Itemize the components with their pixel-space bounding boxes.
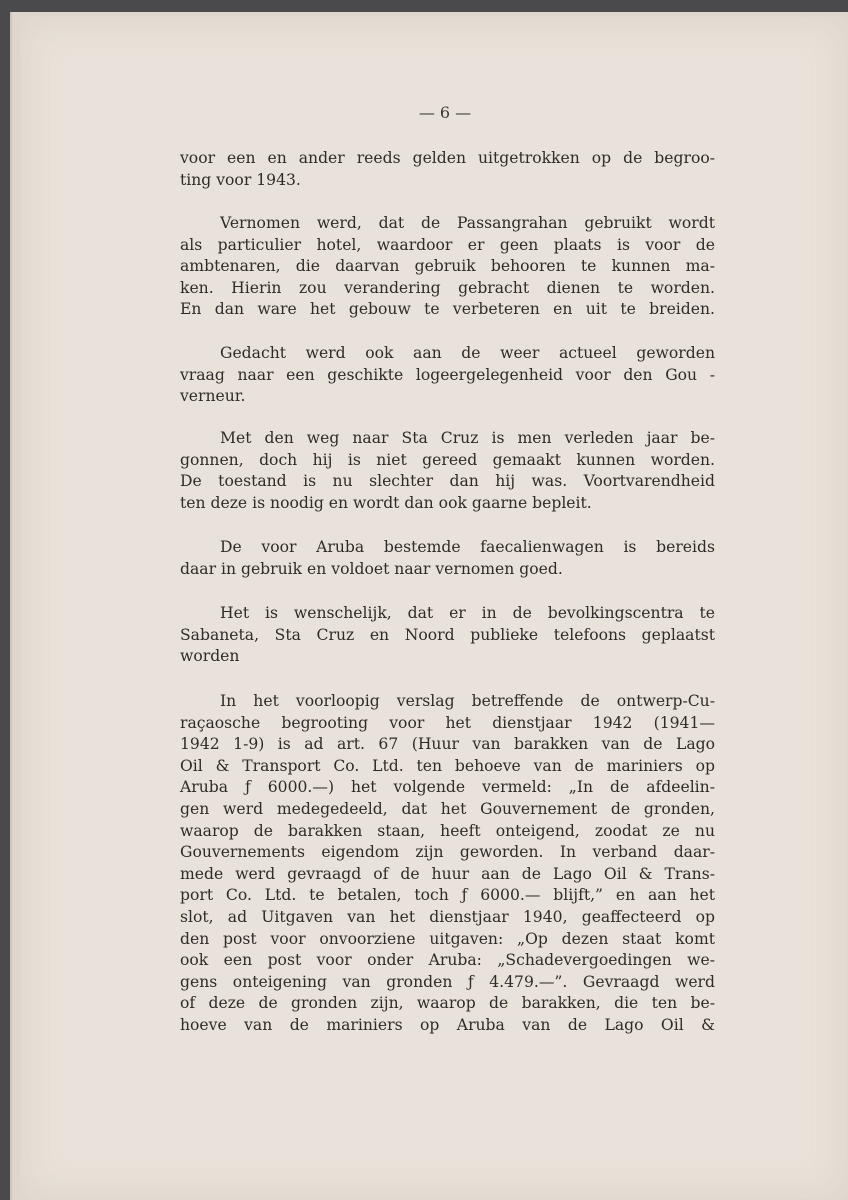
text-line: Met den weg naar Sta Cruz is men verleden jaar be-	[220, 429, 715, 447]
text-line: Oil & Transport Co. Ltd. ten behoeve van de mariniers op	[180, 756, 715, 775]
text-line: ken. Hierin zou verandering gebracht dienen te worden.	[180, 278, 715, 297]
text-line: als particulier hotel, waardoor er geen plaats is voor de	[180, 235, 715, 254]
text-line: of deze de gronden zijn, waarop de barakken, die ten be-	[180, 994, 715, 1013]
text-line: 1942 1-9) is ad art. 67 (Huur van barakken van de Lago	[180, 735, 715, 754]
text-line: den post voor onvoorziene uitgaven: „Op dezen staat komt	[180, 929, 715, 948]
text-line: port Co. Ltd. te betalen, toch ƒ 6000.— blijft,” en aan het	[180, 886, 715, 905]
paragraph-road-sta-cruz	[180, 428, 715, 514]
page-number: — 6 —	[418, 103, 472, 122]
text-line: ten deze is noodig en wordt dan ook gaarne bepleit.	[180, 493, 592, 512]
text-line: mede werd gevraagd of de huur aan de Lago Oil & Trans-	[180, 864, 715, 883]
text-line: vraag naar een geschikte logeergelegenheid voor den Gou -	[180, 365, 715, 384]
text-line: Gouvernements eigendom zijn geworden. In verband daar-	[180, 843, 715, 862]
text-line: ambtenaren, die daarvan gebruik behooren te kunnen ma-	[180, 257, 715, 276]
text-line: En dan ware het gebouw te verbeteren en uit te breiden.	[180, 300, 715, 319]
text-line: waarop de barakken staan, heeft onteigend, zoodat ze nu	[180, 821, 715, 840]
text-line: Het is wenschelijk, dat er in de bevolkingscentra te	[220, 604, 715, 622]
paragraph-governor-lodging	[180, 343, 715, 408]
text-line: gens onteigening van gronden ƒ 4.479.—”. Gevraagd werd	[180, 972, 715, 991]
paragraph-barracks-lago-oil	[180, 691, 715, 1037]
paragraph-passangrahan	[180, 213, 715, 321]
paragraph-budget-allocation	[180, 148, 715, 191]
text-line: verneur.	[180, 387, 246, 406]
text-line: gen werd medegedeeld, dat het Gouvernement de gronden,	[180, 799, 715, 818]
paragraph-telephones	[180, 603, 715, 668]
text-line: Gedacht werd ook aan de weer actueel geworden	[220, 344, 715, 362]
text-line: slot, ad Uitgaven van het dienstjaar 1940, geaffecteerd op	[180, 907, 715, 926]
text-line: Aruba ƒ 6000.—) het volgende vermeld: „In de afdeelin-	[180, 778, 715, 797]
text-line: worden	[180, 647, 240, 666]
text-line: voor een en ander reeds gelden uitgetrokken op de begroo-	[180, 149, 715, 167]
text-line: ook een post voor onder Aruba: „Schadevergoedingen we-	[180, 951, 715, 970]
text-line: hoeve van de mariniers op Aruba van de Lago Oil &	[180, 1015, 715, 1034]
text-line: daar in gebruik en voldoet naar vernomen goed.	[180, 559, 563, 578]
text-line: Sabaneta, Sta Cruz en Noord publieke telefoons geplaatst	[180, 625, 715, 644]
paragraph-faecalienwagen	[180, 537, 715, 580]
text-line: ting voor 1943.	[180, 170, 301, 189]
text-line: De toestand is nu slechter dan hij was. Voortvarendheid	[180, 472, 715, 491]
text-line: gonnen, doch hij is niet gereed gemaakt kunnen worden.	[180, 450, 715, 469]
text-line: In het voorloopig verslag betreffende de ontwerp-Cu-	[220, 692, 715, 710]
text-line: raçaosche begrooting voor het dienstjaar 1942 (1941—	[180, 713, 715, 732]
text-line: De voor Aruba bestemde faecalienwagen is bereids	[220, 538, 715, 556]
text-line: Vernomen werd, dat de Passangrahan gebruikt wordt	[220, 214, 715, 232]
